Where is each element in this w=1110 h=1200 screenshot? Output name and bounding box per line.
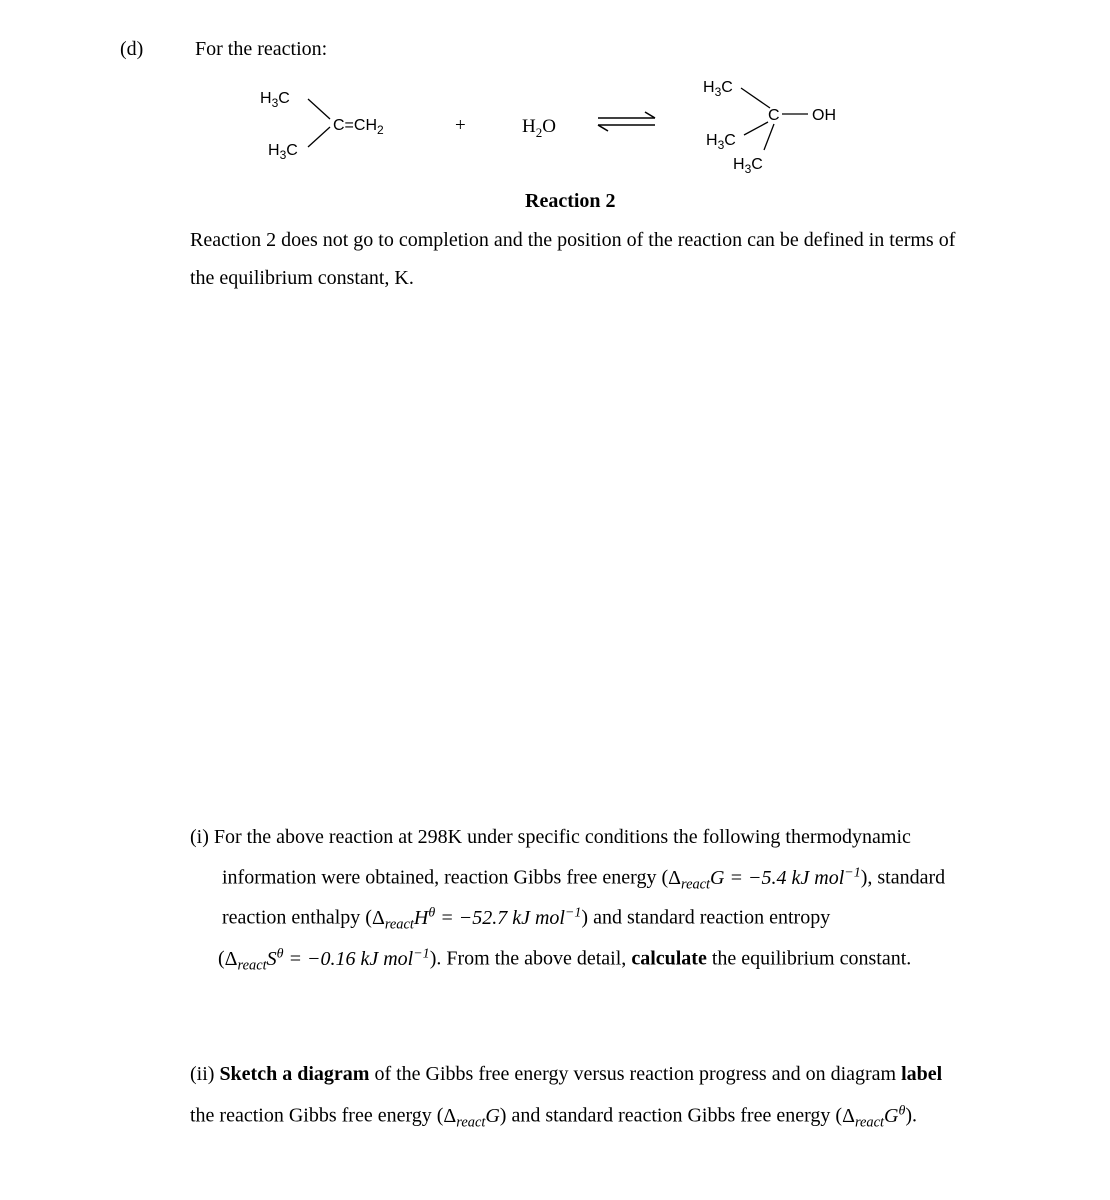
question-i-line-2: information were obtained, reaction Gibbs free energy ($\Delta_{react}G = -5.4$ kJ mol$^{-1}$), standard bbox=[222, 865, 946, 893]
question-ii-line-1: (ii) Sketch a diagram of the Gibbs free energy versus reaction progress and on diagram label bbox=[190, 1063, 943, 1085]
delta-g-expression: $\Delta_{react}G = -5.4$ kJ mol$^{-1}$ bbox=[668, 865, 861, 893]
question-i-line-3: reaction enthalpy ($\Delta_{react}H^\theta = -52.7$ kJ mol$^{-1}$) and standard reaction entropy bbox=[222, 905, 831, 933]
reaction-scheme bbox=[0, 0, 1110, 190]
bond-line bbox=[744, 122, 768, 135]
reactant-molecule bbox=[260, 90, 384, 162]
question-ii-line-2: the reaction Gibbs free energy $(\Delta_{react}G)$ and standard reaction Gibbs free energy $(\Delta_{react}G^\theta)$. bbox=[190, 1103, 917, 1131]
bond-line bbox=[741, 88, 770, 108]
bond-line bbox=[764, 124, 774, 150]
product-ch3-bottom: $H_3C$ bbox=[733, 156, 763, 176]
delta-g-react-expression: $\Delta_{react}G$ bbox=[443, 1104, 500, 1131]
product-molecule bbox=[703, 79, 836, 176]
reactant-ch3-bottom: $H_3C$ bbox=[268, 142, 298, 162]
intro-text: For the reaction: bbox=[195, 38, 328, 60]
water-formula: $H_2O$ bbox=[522, 116, 556, 140]
equilibrium-arrow-icon bbox=[598, 112, 655, 131]
bond-line bbox=[308, 99, 330, 119]
question-i-line-1: (i) For the above reaction at 298K under specific conditions the following thermodynamic bbox=[190, 826, 911, 848]
reactant-alkene-group: $C=CH_2$ bbox=[333, 117, 384, 137]
question-i-line-4: ($\Delta_{react}S^\theta = -0.16$ kJ mol$^{-1}$). From the above detail, calculate the equilibrium constant. bbox=[218, 946, 912, 974]
product-ch3-left: $H_3C$ bbox=[706, 132, 736, 152]
delta-h-expression: $\Delta_{react}H^\theta = -52.7$ kJ mol$^{-1}$ bbox=[371, 905, 582, 933]
plus-sign: + bbox=[455, 115, 466, 136]
bond-line bbox=[308, 127, 330, 147]
part-label: (d) bbox=[120, 38, 144, 60]
delta-s-expression: $\Delta_{react}S^\theta = -0.16$ kJ mol$^{-1}$ bbox=[224, 946, 430, 974]
product-oh: OH bbox=[812, 107, 836, 124]
product-carbon-oh: C bbox=[768, 107, 780, 124]
paragraph-line-1: Reaction 2 does not go to completion and the position of the reaction can be defined in terms of bbox=[190, 229, 956, 251]
reaction-label: Reaction 2 bbox=[525, 190, 616, 212]
product-ch3-top: $H_3C$ bbox=[703, 79, 733, 99]
delta-g-standard-expression: $\Delta_{react}G^\theta$ bbox=[842, 1103, 906, 1131]
reactant-ch3-top: $H_3C$ bbox=[260, 90, 290, 110]
paragraph-line-2: the equilibrium constant, K. bbox=[190, 267, 414, 289]
